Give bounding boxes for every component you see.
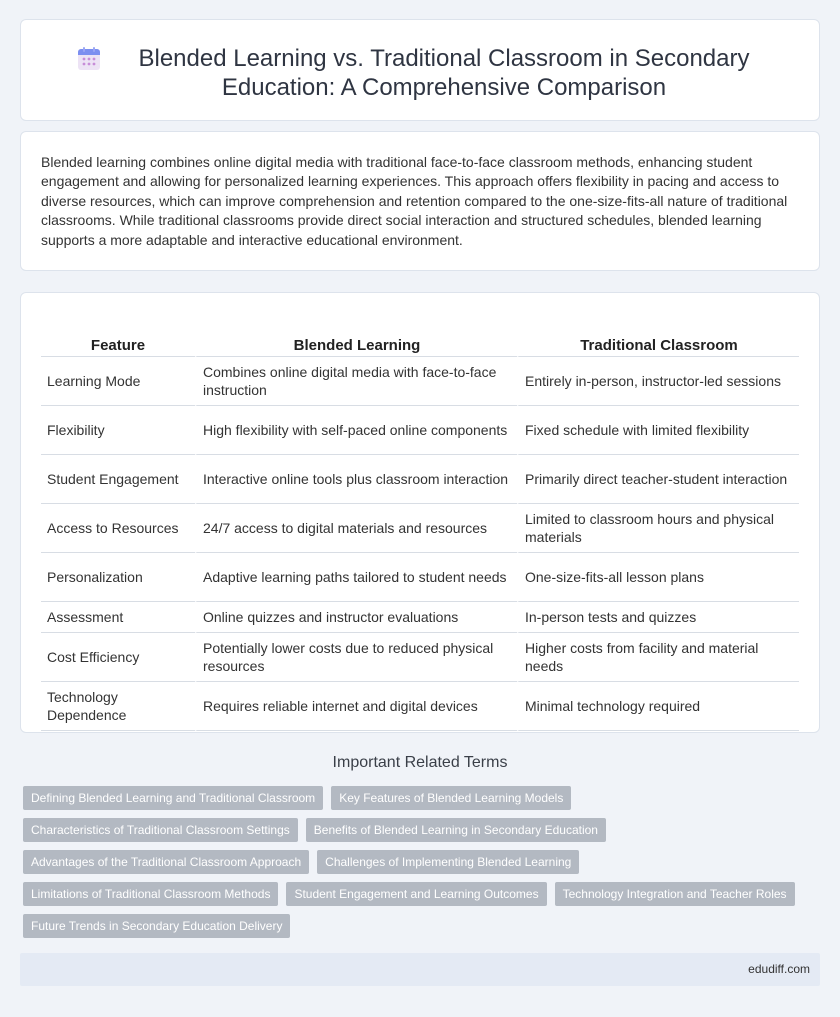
related-term-tag[interactable]: Technology Integration and Teacher Roles <box>555 882 795 906</box>
intro-card <box>20 131 820 271</box>
table-row <box>41 406 799 455</box>
page-title: Blended Learning vs. Traditional Classroom in Secondary Education: A Comprehensive Comparison <box>138 45 750 101</box>
blended-cell: Potentially lower costs due to reduced physical resources <box>195 633 517 682</box>
related-term-tag[interactable]: Benefits of Blended Learning in Secondary Education <box>306 818 606 842</box>
feature-cell: Assessment <box>41 602 195 633</box>
related-term-tag[interactable]: Student Engagement and Learning Outcomes <box>286 882 546 906</box>
feature-cell: Personalization <box>41 553 195 602</box>
related-term-tag[interactable]: Challenges of Implementing Blended Learning <box>317 850 579 874</box>
table-row <box>41 633 799 682</box>
traditional-cell: Limited to classroom hours and physical materials <box>517 504 799 553</box>
blended-cell: Combines online digital media with face-to-face instruction <box>195 357 517 406</box>
related-term-tag[interactable]: Defining Blended Learning and Traditional Classroom <box>23 786 323 810</box>
tag-row <box>23 882 823 906</box>
feature-cell: Student Engagement <box>41 455 195 504</box>
table-row <box>41 602 799 633</box>
related-term-tag[interactable]: Characteristics of Traditional Classroom Settings <box>23 818 298 842</box>
related-term-tag[interactable]: Key Features of Blended Learning Models <box>331 786 571 810</box>
blended-cell: 24/7 access to digital materials and resources <box>195 504 517 553</box>
intro-paragraph: Blended learning combines online digital media with traditional face-to-face classroom methods, enhancing student engagement and allowing for personalized learning experiences. This approach offers flexibility in pacing and access to diverse resources, which can improve comprehension and retention compared to the one-size-fits-all nature of traditional classrooms. While traditional classrooms provide direct social interaction and structured schedules, blended learning supports a more adaptable and interactive educational environment. <box>41 154 788 248</box>
footer <box>20 953 820 986</box>
traditional-cell: Minimal technology required <box>517 682 799 731</box>
feature-cell: Learning Mode <box>41 357 195 406</box>
table-row <box>41 455 799 504</box>
related-terms-list <box>23 786 823 946</box>
blended-cell: Online quizzes and instructor evaluations <box>195 602 517 633</box>
traditional-cell: Fixed schedule with limited flexibility <box>517 406 799 455</box>
feature-cell: Access to Resources <box>41 504 195 553</box>
calendar-icon <box>76 46 102 72</box>
feature-cell: Technology Dependence <box>41 682 195 731</box>
table-row <box>41 504 799 553</box>
column-header-feature: Feature <box>41 313 195 357</box>
blended-cell: High flexibility with self-paced online components <box>195 406 517 455</box>
table-row <box>41 553 799 602</box>
traditional-cell: One-size-fits-all lesson plans <box>517 553 799 602</box>
traditional-cell: Primarily direct teacher-student interaction <box>517 455 799 504</box>
table-header-row <box>41 313 799 357</box>
tag-row <box>23 786 823 810</box>
tag-row <box>23 850 823 874</box>
blended-cell: Adaptive learning paths tailored to student needs <box>195 553 517 602</box>
traditional-cell: In-person tests and quizzes <box>517 602 799 633</box>
column-header-blended: Blended Learning <box>195 313 517 357</box>
traditional-cell: Entirely in-person, instructor-led sessions <box>517 357 799 406</box>
column-header-traditional: Traditional Classroom <box>517 313 799 357</box>
table-row <box>41 357 799 406</box>
comparison-table <box>41 313 799 731</box>
tag-row <box>23 914 823 938</box>
table-row <box>41 682 799 731</box>
comparison-card <box>20 292 820 733</box>
feature-cell: Cost Efficiency <box>41 633 195 682</box>
related-term-tag[interactable]: Future Trends in Secondary Education Delivery <box>23 914 290 938</box>
traditional-cell: Higher costs from facility and material needs <box>517 633 799 682</box>
related-term-tag[interactable]: Limitations of Traditional Classroom Methods <box>23 882 278 906</box>
related-term-tag[interactable]: Advantages of the Traditional Classroom Approach <box>23 850 309 874</box>
blended-cell: Requires reliable internet and digital devices <box>195 682 517 731</box>
feature-cell: Flexibility <box>41 406 195 455</box>
tag-row <box>23 818 823 842</box>
footer-site-link[interactable]: edudiff.com <box>748 962 810 976</box>
title-card <box>20 19 820 121</box>
blended-cell: Interactive online tools plus classroom interaction <box>195 455 517 504</box>
related-terms-heading: Important Related Terms <box>332 754 508 771</box>
